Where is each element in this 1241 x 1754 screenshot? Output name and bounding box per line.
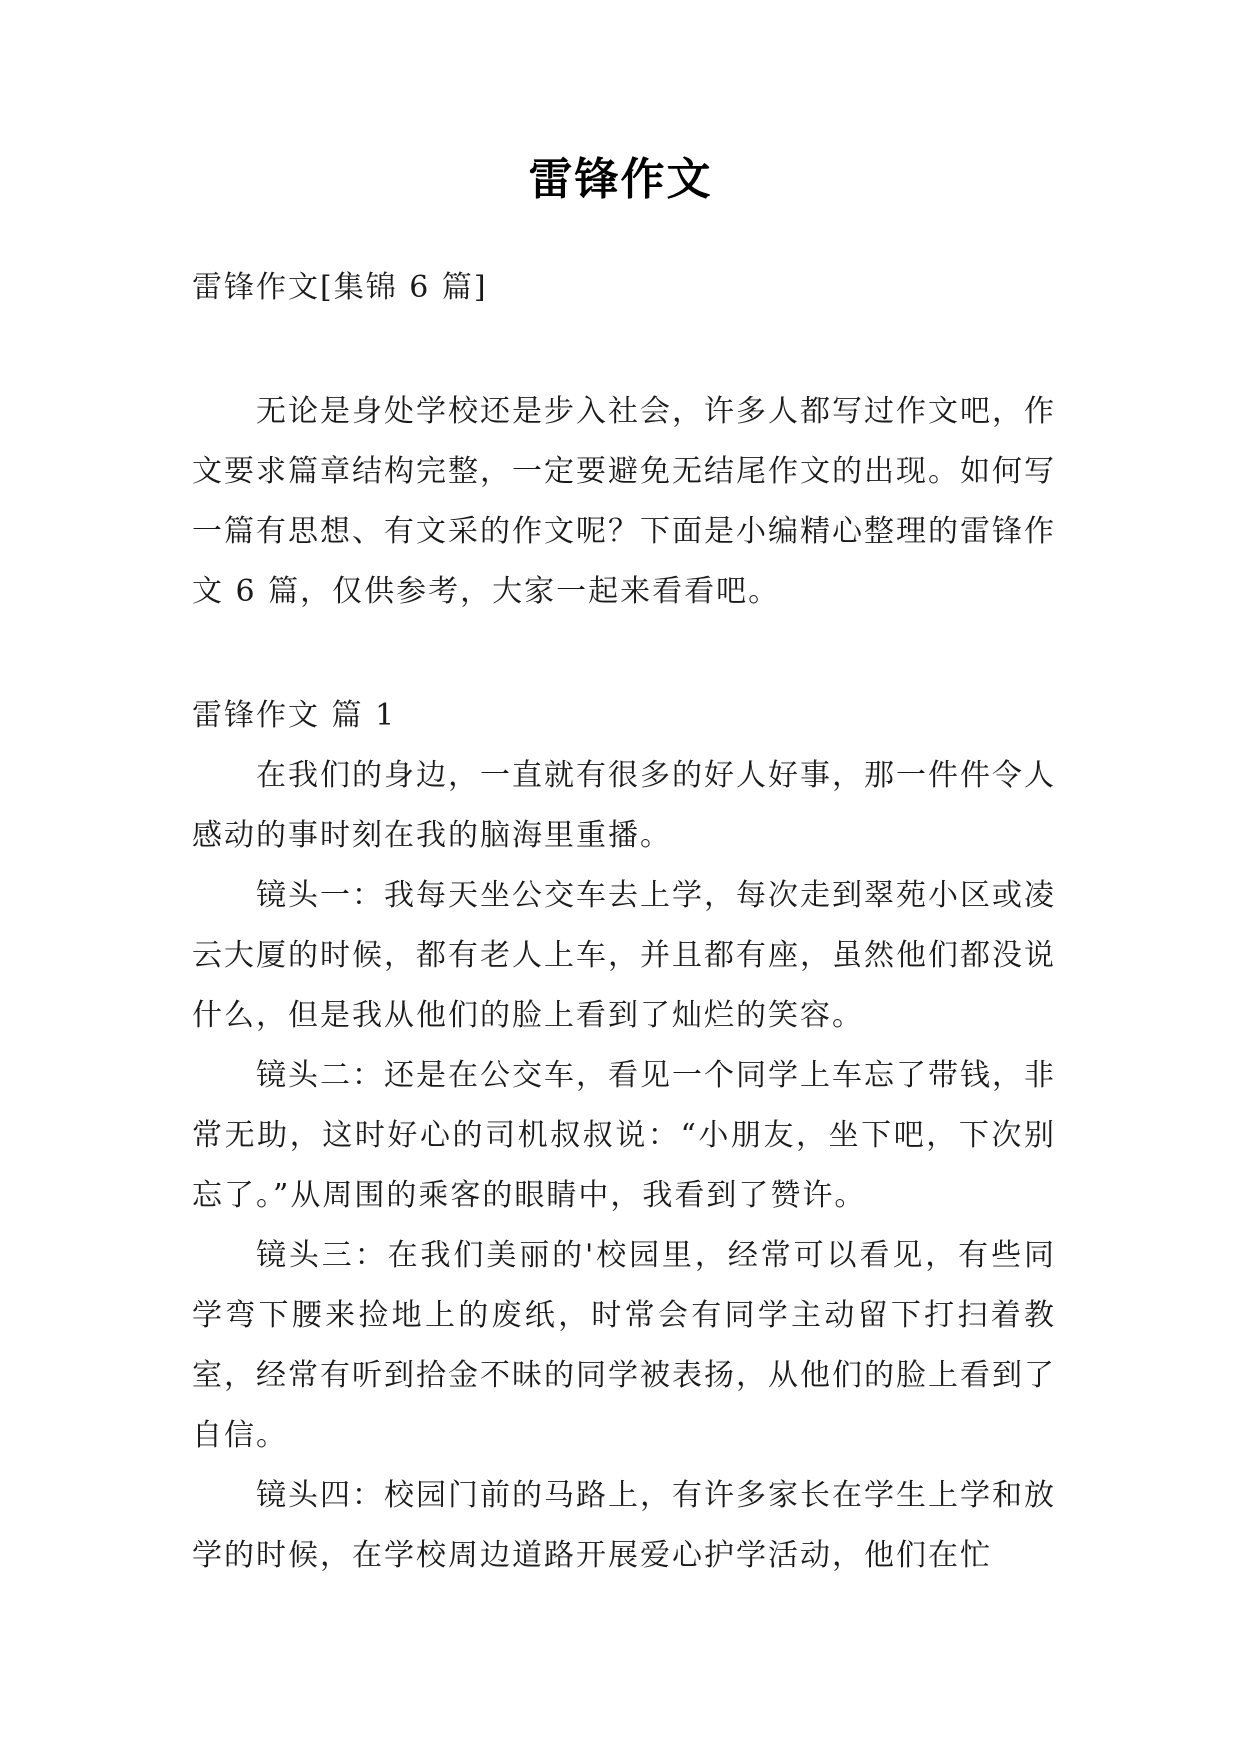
intro-paragraph: 无论是身处学校还是步入社会，许多人都写过作文吧，作文要求篇章结构完整，一定要避免无结尾作文的出现。如何写一篇有思想、有文采的作文呢？下面是小编精心整理的雷锋作文 6 篇，仅供参考，大家一起来看看吧。 [192,394,1056,609]
body-paragraph-3: 镜头二：还是在公交车，看见一个同学上车忘了带钱，非常无助，这时好心的司机叔叔说：“小朋友，坐下吧，下次别忘了。”从周围的乘客的眼睛中，我看到了赞许。 [192,1058,1056,1213]
section-heading: 雷锋作文 篇 1 [192,698,397,733]
document-subtitle: 雷锋作文[集锦 6 篇] [192,270,488,305]
body-paragraph-2: 镜头一：我每天坐公交车去上学，每次走到翠苑小区或凌云大厦的时候，都有老人上车，并且都有座，虽然他们都没说什么，但是我从他们的脸上看到了灿烂的笑容。 [192,878,1056,1033]
body-paragraph-5: 镜头四：校园门前的马路上，有许多家长在学生上学和放学的时候，在学校周边道路开展爱心护学活动，他们在忙 [192,1478,1056,1573]
document-title: 雷锋作文 [528,154,713,205]
body-paragraph-1: 在我们的身边，一直就有很多的好人好事，那一件件令人感动的事时刻在我的脑海里重播。 [192,758,1056,853]
body-paragraph-4: 镜头三：在我们美丽的'校园里，经常可以看见，有些同学弯下腰来捡地上的废纸，时常会有同学主动留下打扫着教室，经常有听到拾金不昧的同学被表扬，从他们的脸上看到了自信。 [192,1238,1056,1453]
document-body [192,258,1056,1586]
